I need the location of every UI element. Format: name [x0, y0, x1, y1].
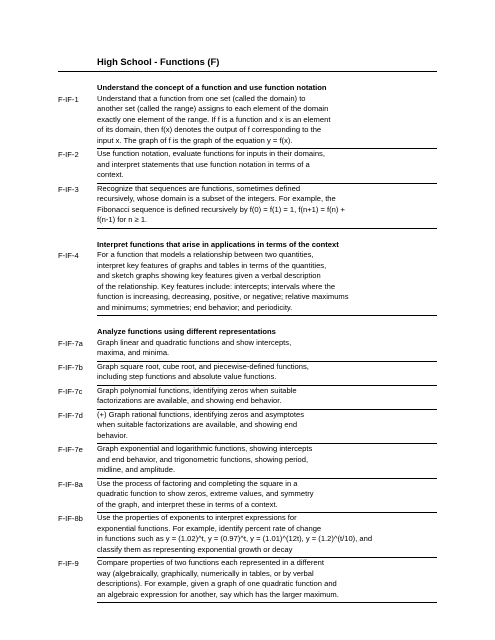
standard-row: [58, 410, 437, 445]
standard-code: F-IF-3: [58, 184, 79, 194]
standard-code: F-IF-8b: [58, 514, 83, 523]
standard-code: F-IF-1: [58, 94, 79, 104]
standard-text: Use the properties of exponents to interpret expressions for exponential functions. For example, identify percent rate of change in functions such as y = (1.02)^t, y = (0.97)^t, y = (1.01)^(12t), y = (1.2)^(t/10), and classify them as representing exponential growth or decay: [97, 513, 373, 554]
standard-code: F-IF-7c: [58, 386, 83, 396]
standard-text: Graph square root, cube root, and piecewise-defined functions, including step functions and absolute value functions.: [97, 361, 309, 381]
section-functions-concept: [58, 72, 437, 229]
standard-row: [58, 444, 437, 479]
standard-row: [58, 94, 437, 150]
standard-row: [58, 250, 437, 316]
standard-text: Graph polynomial functions, identifying zeros when suitable factorizations are available, and showing end behavior.: [97, 385, 297, 405]
standard-code: F-IF-2: [58, 150, 79, 159]
section-analyze-functions: [58, 316, 437, 603]
standard-row: [58, 479, 437, 514]
standard-code: F-IF-7d: [58, 410, 83, 420]
standard-row: [58, 386, 437, 410]
standard-code: F-IF-7e: [58, 445, 83, 454]
section-heading: Understand the concept of a function and use function notation: [97, 83, 327, 92]
standard-text: (+) Graph rational functions, identifying zeros and asymptotes when suitable factorizations are available, and showing end behavior.: [97, 409, 305, 440]
standard-text: Understand that a function from one set (called the domain) to another set (called the range) assigns to each element of the domain exactly one element of the range. If f is a function and x is an element of its domain, then f(x) denotes the output of f corresponding to the input x. The graph of f is the graph of the equation y = f(x).: [97, 93, 331, 145]
standard-row: [58, 149, 437, 184]
section-heading-row: [58, 316, 437, 338]
standard-code: F-IF-7a: [58, 338, 83, 348]
standard-code: F-IF-8a: [58, 479, 83, 489]
standard-text: Use the process of factoring and completing the square in a quadratic function to show zeros, extreme values, and symmetry of the graph, and interpret these in terms of a context.: [97, 478, 314, 509]
standard-text: Graph linear and quadratic functions and show intercepts, maxima, and minima.: [97, 337, 292, 357]
standard-row: [58, 362, 437, 386]
standard-text: Graph exponential and logarithmic functions, showing intercepts and end behavior, and trigonometric functions, showing period, midline, and amplitude.: [97, 444, 313, 474]
standard-text: Use function notation, evaluate functions for inputs in their domains, and interpret statements that use function notation in terms of a context.: [97, 149, 325, 179]
standard-text: For a function that models a relationship between two quantities, interpret key features of graphs and tables in terms of the quantities, and sketch graphs showing key features given a verbal description of the relationship. Key features include: intercepts; intervals where the function is increasing, decreasing, positive, or negative; relative maximums and minimums; symmetries; end behavior; and periodicity.: [97, 250, 349, 312]
standard-text: Recognize that sequences are functions, sometimes defined recursively, whose domain is a subset of the integers. For example, the Fibonacci sequence is defined recursively by f(0) = f(1) = 1, f(n+1) = f(n) + f(n-1) for n ≥ 1.: [97, 183, 345, 224]
standards-table: [58, 71, 437, 603]
standard-code: F-IF-4: [58, 251, 79, 260]
standard-code: F-IF-7b: [58, 362, 83, 372]
standard-row: [58, 513, 437, 558]
section-heading: Interpret functions that arise in applications in terms of the context: [97, 239, 339, 249]
standard-row: [58, 558, 437, 603]
section-heading-row: [58, 229, 437, 251]
section-heading: Analyze functions using different representations: [97, 327, 276, 336]
section-heading-row: [58, 72, 437, 94]
standard-row: [58, 338, 437, 362]
section-interpret-functions: [58, 229, 437, 317]
standard-text: Compare properties of two functions each represented in a different way (algebraically, graphically, numerically in tables, or by verbal descriptions). For example, given a graph of one quadratic function and an algebraic expression for another, say which has the larger maximum.: [97, 558, 339, 599]
standard-row: [58, 184, 437, 229]
standard-code: F-IF-9: [58, 559, 79, 568]
page-title: High School - Functions (F): [97, 56, 220, 67]
